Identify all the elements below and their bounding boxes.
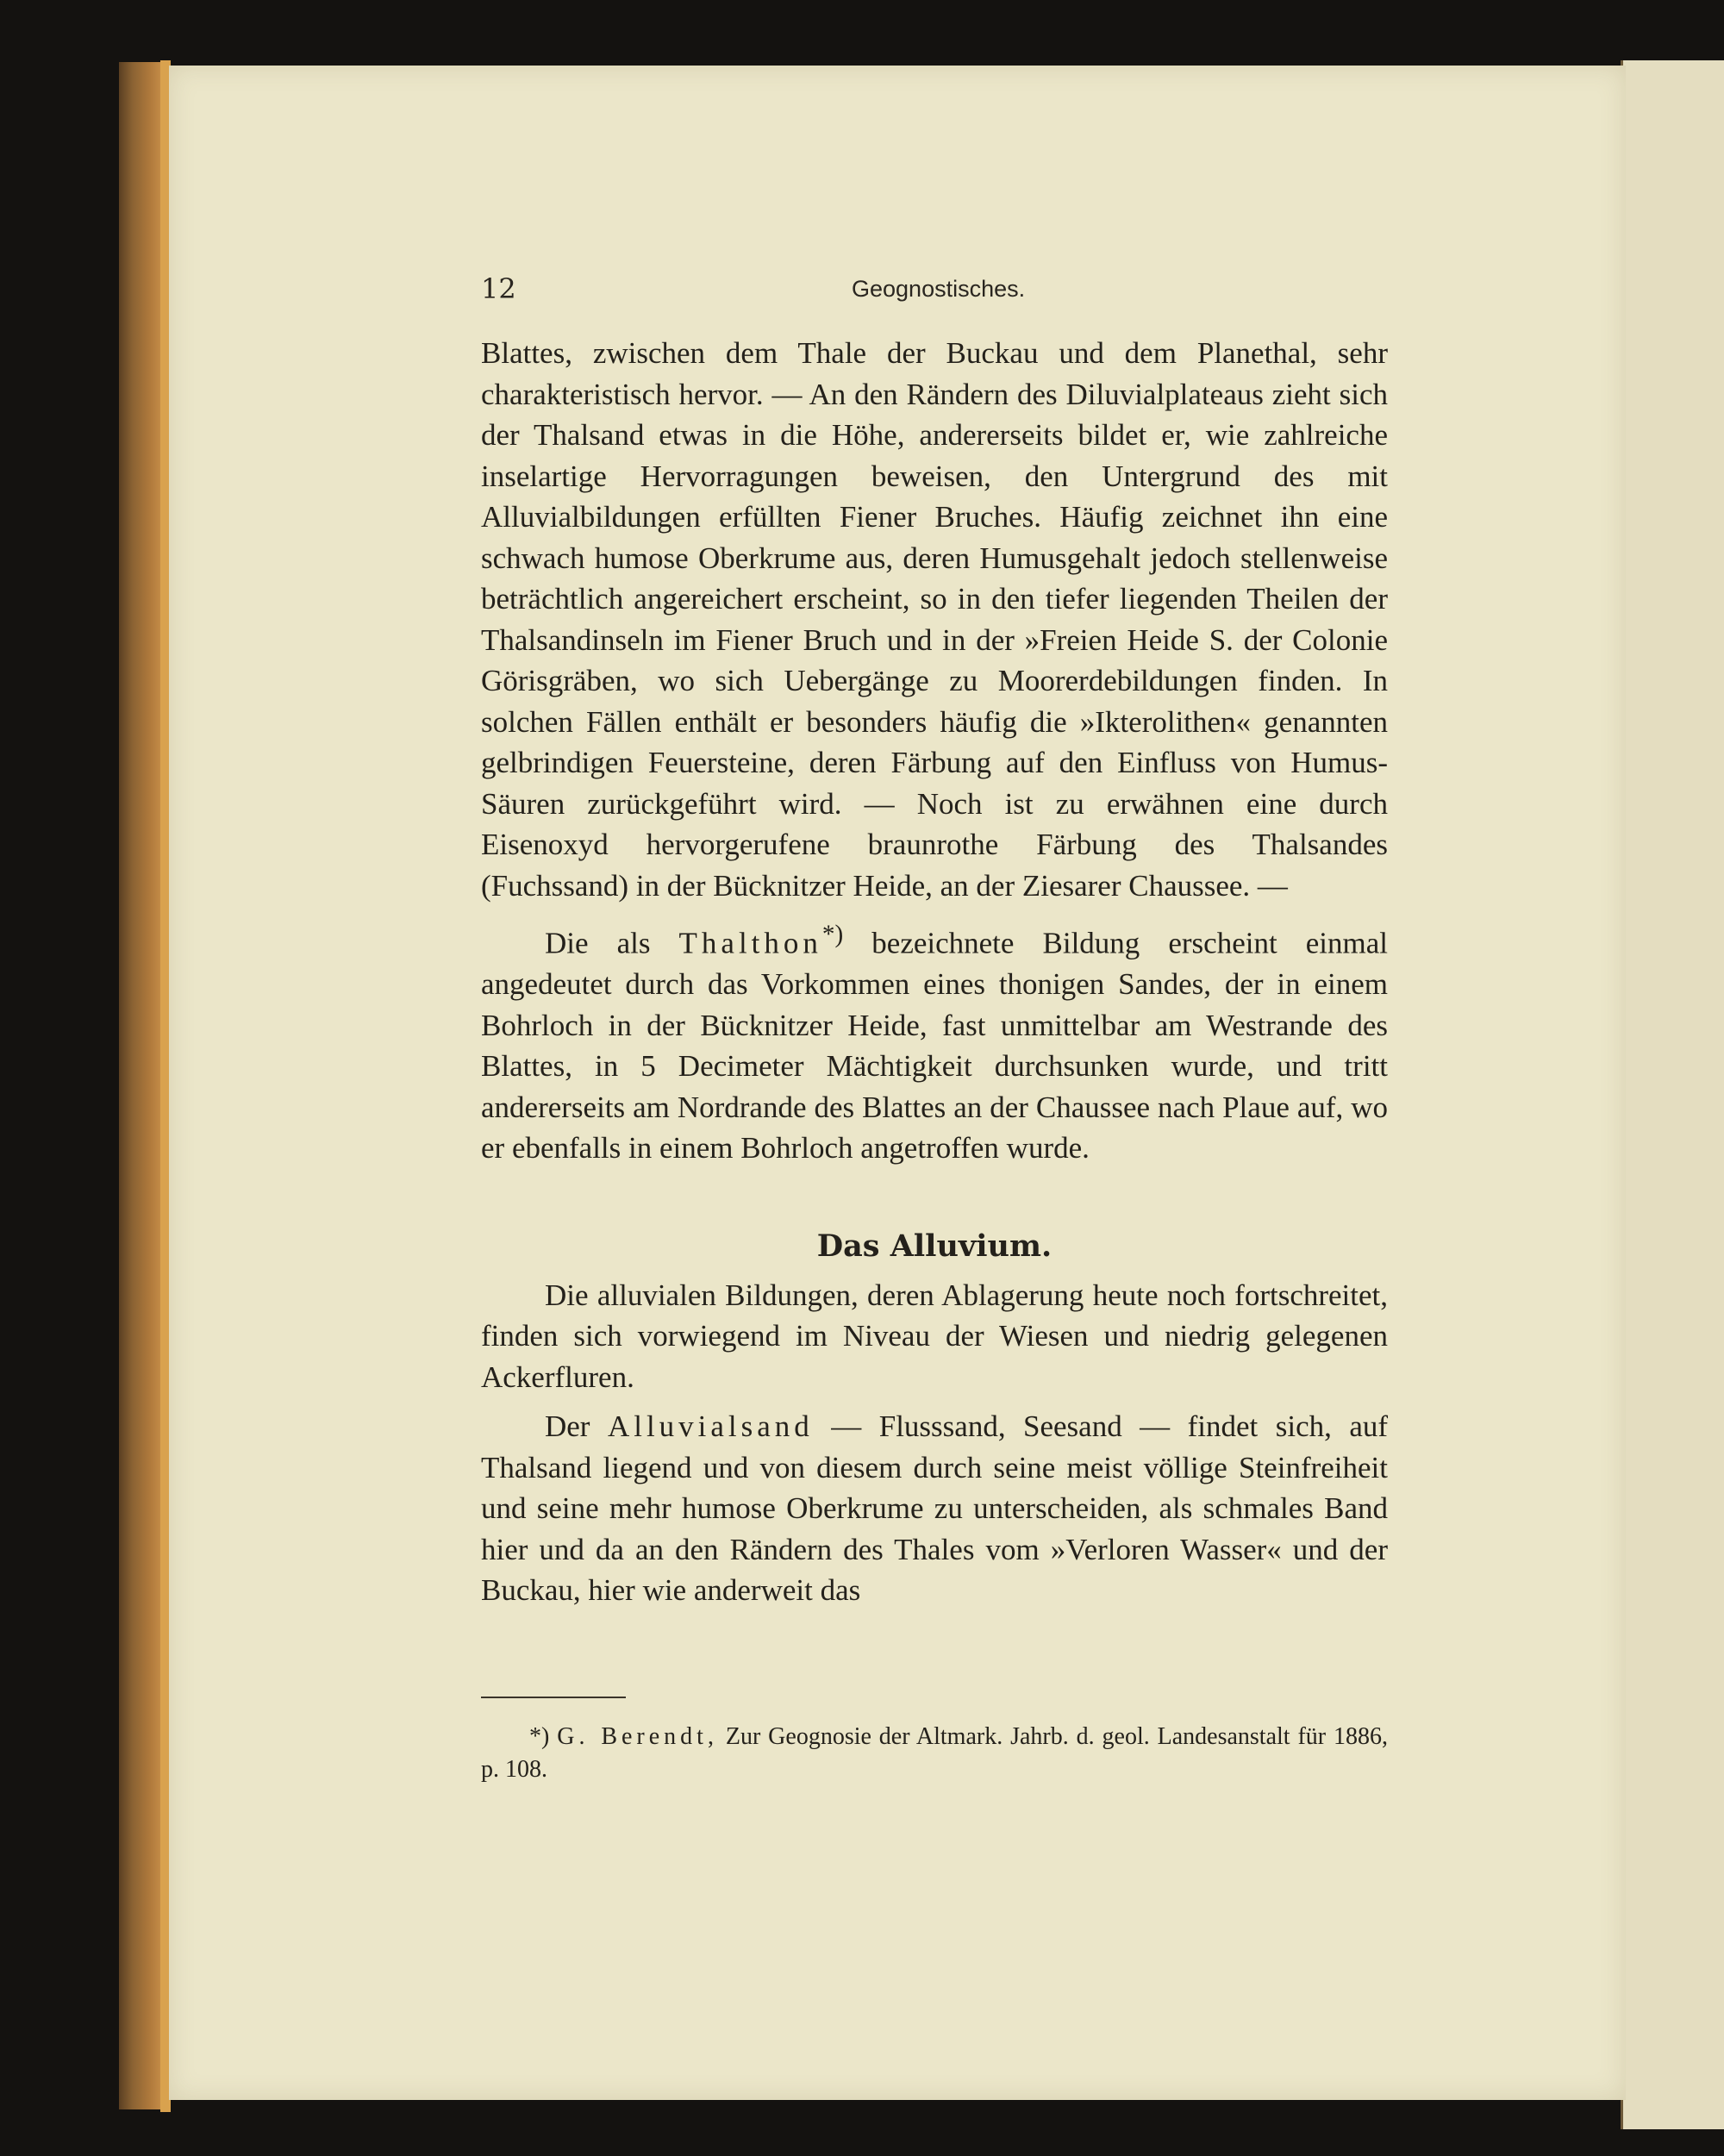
paragraph-thalsand: Blattes, zwischen dem Thale der Buckau und dem Planethal, sehr charakteristisch hervor. — An den Rändern des Diluvialplateaus zieht sich der Thalsand etwas in die Höhe, andererseits bildet er, wie zahlreiche inselartige Hervorragungen beweisen, den Untergrund des mit Alluvialbildungen erfüllten Fiener Bruches. Häufig zeichnet ihn eine schwach humose Oberkrume aus, deren Humusgehalt jedoch stellenweise beträchtlich angereichert erscheint, so in den tiefer liegenden Theilen der Thalsandinseln im Fiener Bruch und in der »Freien Heide S. der Colonie Görisgräben, wo sich Uebergänge zu Moorerdebildungen finden. In solchen Fällen enthält er besonders häufig die »Ikterolithen« genannten gelbrindigen Feuersteine, deren Färbung auf den Einfluss von Humus-Säuren zurückgeführt wird. — Noch ist zu erwähnen eine durch Eisenoxyd hervorgerufene braunrothe Färbung des Thalsandes (Fuchssand) in der Bücknitzer Heide, an der Ziesarer Chaussee. — bbox=[481, 336, 1388, 903]
running-title: Geognostisches. bbox=[852, 276, 1026, 302]
footnote-author: G. Berendt, bbox=[557, 1723, 718, 1750]
term-thalthon: Thalthon bbox=[678, 926, 822, 960]
paragraph-thalthon-intro: Die als bbox=[545, 926, 651, 960]
section-title: Das Alluvium. bbox=[816, 1228, 1053, 1264]
paragraph-alluvialsand bbox=[481, 1406, 1388, 1611]
body-text bbox=[481, 333, 1388, 1611]
paragraph-thalthon bbox=[481, 915, 1388, 1169]
paragraph-alluvium-intro: Die alluvialen Bildungen, deren Ablagerung heute noch fortschreitet, finden sich vorwiegend im Niveau der Wiesen und niedrig gelegenen Ackerfluren. bbox=[481, 1278, 1388, 1394]
paragraph-alluvialsand-rest: — Flusssand, Seesand — findet sich, auf Thalsand liegend und von diesem durch seine meist völlige Steinfreiheit und seine mehr humose Oberkrume zu unterscheiden, als schmales Band hier und da an den Rändern des Thales vom »Verloren Wasser« und der Buckau, hier wie anderweit das bbox=[481, 1409, 1389, 1608]
book-spine bbox=[119, 62, 164, 2109]
page-number: 12 bbox=[481, 272, 516, 305]
footnote bbox=[481, 1721, 1388, 1786]
paragraph-thalthon-rest: bezeichnete Bildung erscheint einmal angedeutet durch das Vorkommen eines thonigen Sandes, der in einem Bohrloch in der Bücknitzer Heide, fast unmittelbar am Westrande des Blattes, in 5 Decimeter Mächtigkeit durchsunken wurde, und tritt andererseits am Nordrande des Blattes an der Chaussee nach Plaue auf, wo er ebenfalls in einem Bohrloch angetroffen wurde. bbox=[481, 926, 1388, 1165]
page-header bbox=[481, 272, 1388, 310]
paragraph-alluvialsand-intro: Der bbox=[545, 1409, 590, 1444]
footnote-mark: *) bbox=[529, 1723, 550, 1750]
footnote-text: Zur Geognosie der Altmark. Jahrb. d. geol. Landesanstalt für 1886, p. 108. bbox=[481, 1723, 1388, 1783]
footnote-reference: *) bbox=[821, 921, 844, 948]
footnote-rule bbox=[481, 1697, 626, 1698]
facing-page-edge bbox=[1621, 60, 1724, 2129]
term-alluvialsand: Alluvialsand bbox=[607, 1409, 814, 1444]
